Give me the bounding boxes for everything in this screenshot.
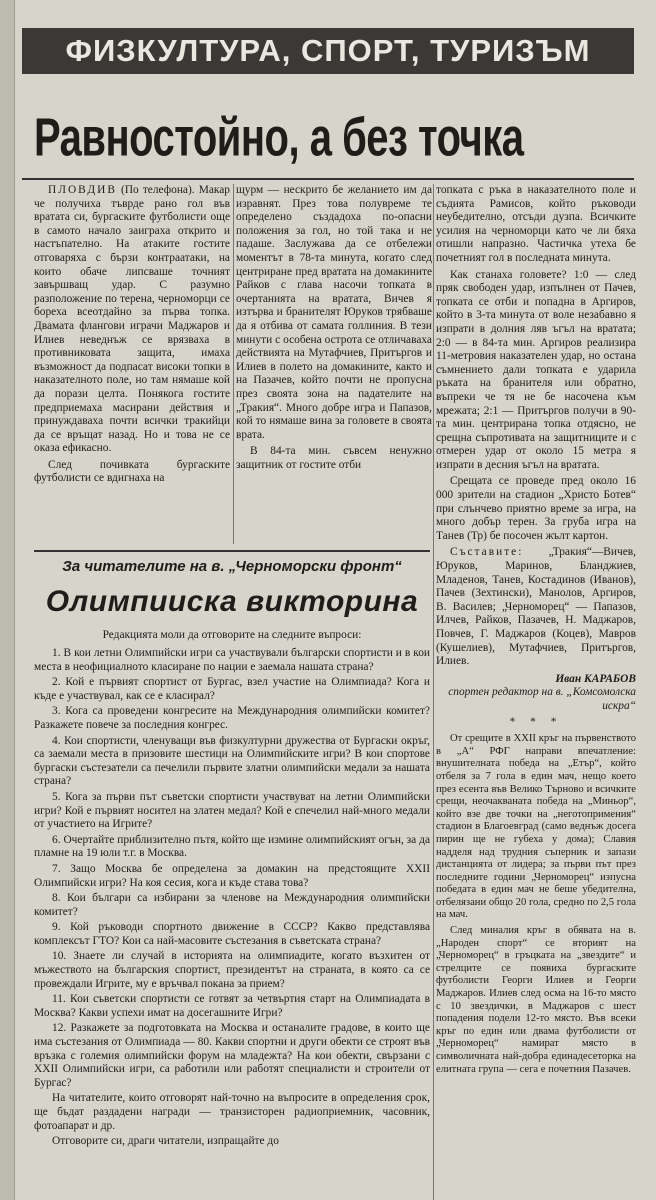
quiz-question: 4. Кои спортисти, членуващи във физкултурни дружества от Бургаски окръг, са заемали места в призовите шестици на Олимпийските игри? В кои спортове бургаски състезатели са печелили първите златни олимпийски медали за нашата страна? bbox=[34, 734, 430, 788]
article-paragraph: Срещата се проведе пред около 16 000 зрители на стадион „Христо Ботев“ при слънчево приятно време за игра, на много добър терен. За груба игра на Танев (Тр) бе посочен жълт картон. bbox=[436, 475, 636, 542]
article-column-3 bbox=[436, 184, 636, 1079]
quiz-question: 12. Разкажете за подготовката на Москва и останалите градове, в които ще има състезания от Олимпиада — 80. Какви спортни и други обекти се строят във връзка с големия олимпийски форум на младежта? На кои обекти, свързани с XXII Олимпийски игри, са работили или работят специалисти и строители от Бургас? bbox=[34, 1022, 430, 1089]
note-paragraph: От срещите в XXII кръг на първенството в „А“ РФГ направи впечатление: внушителната победа на „Етър“, който отбеля за 7 гола в един мач, нещо което през есента във Велико Търново и всичките срещи, неочакваната победа на „Миньор“, който взе две точки на „неготопримения“ стадион в Благоевград (само веднъж досега пирин ще не губеха у дома); Славия надделя над трудния съперник и запази дистанцията от лидера; за първи път през последните години „Черноморец“ изпусна победата в един мач не беше убедителна, отбелязани общо 20 гола, средно по 2,5 гола на мач. bbox=[436, 733, 636, 921]
section-header: ФИЗКУЛТУРА, СПОРТ, ТУРИЗЪМ bbox=[22, 28, 634, 74]
quiz-question: 6. Очертайте приблизително пътя, който ще измине олимпийският огън, за да пламне на 19 юли т.г. в Москва. bbox=[34, 833, 430, 860]
article-headline: Равностойно, а без точка bbox=[34, 108, 524, 168]
article-paragraph: топката с ръка в наказателното поле и съдията Рамисов, който ръководи неубедително, отсъди дузпа. Всичките усилия на черноморци като че ли бяха отишли напразно. Частичка утеха бе почетният гол в последната минута. bbox=[436, 184, 636, 264]
headline-rule bbox=[22, 178, 634, 180]
quiz-send-note: Отговорите си, драги читатели, изпращайте до bbox=[52, 1135, 279, 1148]
quiz-question: 8. Кои българи са избирани за членове на Международния олимпийски комитет? bbox=[34, 892, 430, 918]
quiz-kicker: За читателите на в. „Черноморски фронт“ bbox=[62, 558, 402, 575]
article-paragraph: Как станаха головете? 1:0 — след пряк свободен удар, изпълнен от Пачев, топката се отби и попадна в Аргиров, който в 3-та минута от воле незабавно я изпрати в долния ляв ъгъл на вратата; 2:0 — в 84-та мин. Аргиров реализира 11-метровия наказателен удар, но остана съмнението дали топката е ударила ръката на бранителя или обратно, въпреки че тя не бе насочена към мрежата; 2:1 — Притъргов получи в 90-та мин. центрирана топка отдясно, не срещна съпротивата на защитниците и с отмерен удар от около 15 метра я изпрати в десния ъгъл на вратата. bbox=[436, 268, 636, 471]
dateline: ПЛОВДИВ bbox=[48, 184, 117, 196]
quiz-question: 9. Кой ръководи спортното движение в СССР? Какво представлява комплексът ГТО? Кои са най-масовите състезания в съветската страна? bbox=[34, 921, 430, 947]
quiz-question: 3. Кога са проведени конгресите на Международния олимпийски комитет? Разкажете повече за последния конгрес. bbox=[34, 705, 430, 731]
quiz-intro: Редакцията моли да отговорите на следните въпроси: bbox=[102, 629, 362, 641]
quiz-question: 7. Защо Москва бе определена за домакин на предстоящите XXII Олимпийски игри? На коя сесия, кога и къде става това? bbox=[34, 862, 430, 889]
quiz-question: 5. Кога за първи път съветски спортисти участвуват на летни Олимпийски игри? Кой е първият носител на златен медал? Кой е спечелил най-много медали от участието на Игрите? bbox=[34, 790, 430, 831]
author-name: Иван КАРАБОВ bbox=[555, 672, 636, 685]
quiz-box bbox=[34, 550, 430, 1200]
section-separator-stars: * * * bbox=[509, 715, 563, 728]
article-column-2 bbox=[236, 184, 432, 475]
article-paragraph bbox=[34, 184, 230, 456]
column-divider bbox=[433, 184, 434, 1200]
article-paragraph: В 84-та мин. съвсем ненужно защитник от гостите отби bbox=[236, 445, 432, 471]
page-binding-edge bbox=[0, 0, 15, 1200]
lineups-paragraph bbox=[436, 546, 636, 668]
article-paragraph: щурм — нескрито бе желанието им да изравнят. През това полувреме те определено създадоха по-опасни положения за гол, но той така и не падаше. Заслужава да се отбележи моментът в 78-та минута, когато след центриране пред вратата на домакините Райков с глава насочи топката в очертанията на вратата, Вичев я изтърва и бранителят Юруков трябваше да я отбива от самата голлиния. В тези минути с особена острота се отличаваха действията на Мутафчиев, Притъргов и Илиев в полето на домакините, както и на Пазачев, който почти не пропусна през своята зона на падателите на „Тракия“. Много добре игра и Папазов, кой то нямаше вина за головете в своята врата. bbox=[236, 184, 432, 441]
quiz-question: 10. Знаете ли случай в историята на олимпиадите, когато възхитен от мъжеството на българския спортист, президентът на страната, в която са се провеждали Игрите, му е връчвал покана за прием? bbox=[34, 950, 430, 990]
column-divider bbox=[233, 184, 234, 544]
quiz-prize-note: На читателите, които отговорят най-точно на въпросите в определения срок, ще бъдат раздадени награди — транзисторен радиоприемник, часовник, фотоапарат и др. bbox=[34, 1092, 430, 1132]
author-role: спортен редактор на в. „Комсомолска искра“ bbox=[448, 686, 636, 712]
article-paragraph: След почивката бургаските футболисти се вдигнаха на bbox=[34, 458, 230, 485]
quiz-title: Олимпииска викторина bbox=[45, 585, 419, 618]
article-text: Макар че получиха тъврде рано гол във вратата си, бургаските футболисти още в самото начало заиграха открито и настъпателно. На атаките гостите отговаряха с бързи контраатаки, на които обаче липсваше точният завършващ удар. С разумно разположение по терена, черноморци се бореха всеотдайно за първа топка. Двамата флангови играчи Маджаров и Илиев неведнъж се врязваха в противниковата защита, имаха възможност да подпасат високи топки в наказателното поле, но там нямаше кой да порази целта. Понякога гостите предприемаха масирани действия и принуждаваха почти всички тракийци да се връщат назад. Но и това не се оказа ефикасно. bbox=[34, 184, 230, 455]
article-column-1 bbox=[34, 184, 230, 489]
lineups-text: „Тракия“—Вичев, Юруков, Маринов, Бланджиев, Младенов, Танев, Костадинов (Иванов), Пачев (Зехтински), Манолов, Аргиров, В. Василев; „Черноморец“ — Папазов, Илчев, Райков, Пазачев, Н. Маджаров, Повчев, Г. Маджаров (Коцев), Мавров (Кушелиев), Мутафчиев, Притъргов, Илиев. bbox=[436, 546, 636, 668]
note-paragraph: След миналия кръг в обявата на в. „Народен спорт“ се вторият на „Черноморец“ в гръцката на „звездите“ и стрелците се появиха бургаските футболисти Георги Илиев и Георги Маджаров. Илиев след осма на 16-то място с 10 звездички, в Маджаров с шест попадения подели 12-то място. Във всеки кръг по един или двама футболисти от „Черноморец“ намират място в символичната най-добра единадесеторка на елитната група — сега е почетния Пазачев. bbox=[436, 925, 636, 1075]
quiz-question: 11. Кои съветски спортисти се готвят за четвъртия старт на Олимпиадата в Москва? Какви успехи имат на досегашните Игри? bbox=[34, 993, 430, 1019]
quiz-box-rule bbox=[34, 550, 430, 552]
quiz-question: 1. В кои летни Олимпийски игри са участвували български спортисти и в кои места в неофициалното класиране по нации е заемала нашата страна? bbox=[34, 647, 430, 673]
quiz-question: 2. Кой е първият спортист от Бургас, взел участие на Олимпиада? Кога и къде е участвувал, как се е класирал? bbox=[34, 676, 430, 702]
lineups-label: Съставите: bbox=[450, 546, 524, 559]
dateline-note: (По телефона). bbox=[116, 184, 199, 196]
